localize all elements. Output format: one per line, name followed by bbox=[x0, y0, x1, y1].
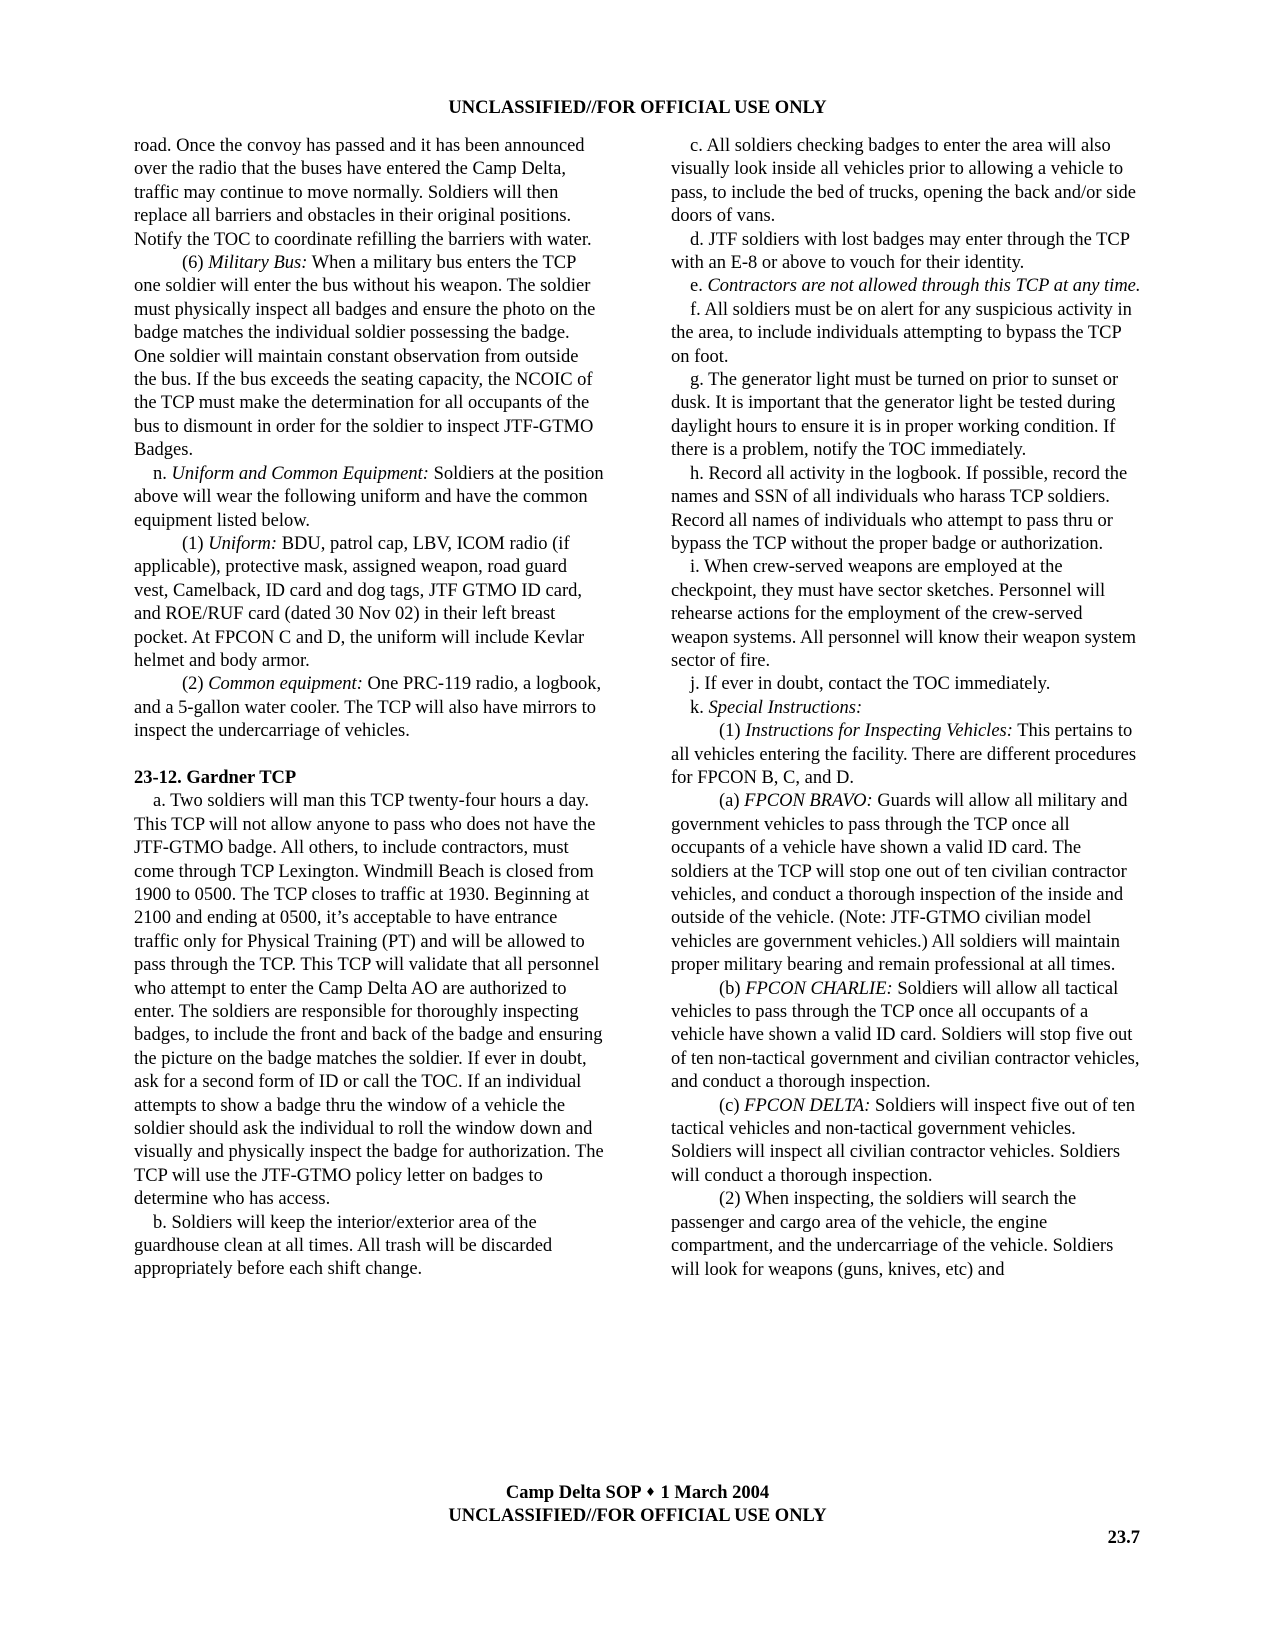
page-number: 23.7 bbox=[1107, 1528, 1140, 1548]
paragraph: j. If ever in doubt, contact the TOC immediately. bbox=[690, 674, 1051, 695]
paragraph: (6) Military Bus: When a military bus enters the TCP one soldier will enter the bus without his weapon. The soldier must physically inspect all badges and ensure the photo on the badge matches the individual soldier possessing the badge. One soldier will maintain constant observation from outside the bus. If the bus exceeds the seating capacity, the NCOIC of the TCP must make the determination for all occupants of the bus to dismount in order for the soldier to inspect JTF-GTMO Badges. bbox=[134, 253, 596, 461]
paragraph: n. Uniform and Common Equipment: Soldiers at the position above will wear the following uniform and have the common equipment listed below. bbox=[134, 463, 604, 531]
paragraph: b. Soldiers will keep the interior/exterior area of the guardhouse clean at all times. All trash will be discarded appropriately before each shift change. bbox=[134, 1212, 553, 1280]
paragraph: i. When crew-served weapons are employed at the checkpoint, they must have sector sketches. Personnel will rehearse actions for the employment of the crew-served weapon systems. All personnel will know their weapon system sector of fire. bbox=[671, 557, 1137, 671]
paragraph: (2) When inspecting, the soldiers will search the passenger and cargo area of the vehicle, the engine compartment, and the undercarriage of the vehicle. Soldiers will look for weapons (guns, knives, etc) and bbox=[671, 1189, 1114, 1280]
paragraph: h. Record all activity in the logbook. If possible, record the names and SSN of all individuals who harass TCP soldiers. Record all names of individuals who attempt to pass thru or bypass the TCP without the proper badge or authorization. bbox=[671, 463, 1128, 554]
footer-title: Camp Delta SOP ♦ 1 March 2004 bbox=[505, 1483, 770, 1503]
left-column bbox=[134, 135, 604, 1282]
paragraph: c. All soldiers checking badges to enter the area will also visually look inside all vehicles prior to allowing a vehicle to pass, to include the bed of trucks, opening the back and/or side doors of vans. bbox=[671, 136, 1136, 227]
header-classification: UNCLASSIFIED//FOR OFFICIAL USE ONLY bbox=[448, 98, 827, 118]
paragraph: (a) FPCON BRAVO: Guards will allow all military and government vehicles to pass through the TCP once all occupants of a vehicle have shown a valid ID card. The soldiers at the TCP will stop one out of ten civilian contractor vehicles, and conduct a thorough inspection of the inside and outside of the vehicle. (Note: JTF-GTMO civilian model vehicles are government vehicles.) All soldiers will maintain proper military bearing and remain professional at all times. bbox=[671, 791, 1128, 976]
paragraph: d. JTF soldiers with lost badges may enter through the TCP with an E-8 or above to vouch for their identity. bbox=[671, 229, 1130, 274]
paragraph: (1) Uniform: BDU, patrol cap, LBV, ICOM radio (if applicable), protective mask, assigned weapon, road guard vest, Camelback, ID card and dog tags, JTF GTMO ID card, and ROE/RUF card (dated 30 Nov 02) in their left breast pocket. At FPCON C and D, the uniform will include Kevlar helmet and body armor. bbox=[134, 533, 585, 671]
section-heading: 23-12. Gardner TCP bbox=[134, 767, 297, 788]
footer bbox=[0, 1481, 1275, 1527]
paragraph: a. Two soldiers will man this TCP twenty-four hours a day. This TCP will not allow anyone to pass who does not have the JTF-GTMO badge. All others, to include contractors, must come through TCP Lexington. Windmill Beach is closed from 1900 to 0500. The TCP closes to traffic at 1930. Beginning at 2100 and ending at 0500, it’s acceptable to have entrance traffic only for Physical Training (PT) and will be allowed to pass through the TCP. This TCP will validate that all personnel who attempt to enter the Camp Delta AO are authorized to enter. The soldiers are responsible for thoroughly inspecting badges, to include the front and back of the badge and ensuring the picture on the badge matches the soldier. If ever in doubt, ask for a second form of ID or call the TOC. If an individual attempts to show a badge thru the window of a vehicle the soldier should ask the individual to roll the window down and visually and physically inspect the badge for authorization. The TCP will use the JTF-GTMO policy letter on badges to determine who has access. bbox=[134, 791, 604, 1210]
paragraph: road. Once the convoy has passed and it has been announced over the radio that the buses have entered the Camp Delta, traffic may continue to move normally. Soldiers will then replace all barriers and obstacles in their original positions. Notify the TOC to coordinate refilling the barriers with water. bbox=[134, 136, 592, 250]
right-column bbox=[671, 135, 1141, 1282]
spacer bbox=[134, 744, 604, 767]
paragraph: e. Contractors are not allowed through this TCP at any time. bbox=[690, 276, 1141, 297]
paragraph: k. Special Instructions: bbox=[690, 697, 863, 718]
paragraph: (2) Common equipment: One PRC-119 radio, a logbook, and a 5-gallon water cooler. The TCP will also have mirrors to inspect the undercarriage of vehicles. bbox=[134, 674, 602, 742]
paragraph: f. All soldiers must be on alert for any suspicious activity in the area, to include individuals attempting to bypass the TCP on foot. bbox=[671, 299, 1132, 367]
paragraph: (b) FPCON CHARLIE: Soldiers will allow all tactical vehicles to pass through the TCP once all occupants of a vehicle have shown a valid ID card. Soldiers will stop five out of ten non-tactical government and civilian contractor vehicles, and conduct a thorough inspection. bbox=[671, 978, 1140, 1093]
diamond-icon: ♦ bbox=[645, 1485, 656, 1499]
footer-classification: UNCLASSIFIED//FOR OFFICIAL USE ONLY bbox=[448, 1505, 827, 1526]
paragraph: g. The generator light must be turned on prior to sunset or dusk. It is important that the generator light be tested during daylight hours to ensure it is in proper working condition. If there is a problem, notify the TOC immediately. bbox=[671, 370, 1119, 461]
paragraph: (1) Instructions for Inspecting Vehicles: This pertains to all vehicles entering the facility. There are different procedures for FPCON B, C, and D. bbox=[671, 721, 1137, 788]
paragraph: (c) FPCON DELTA: Soldiers will inspect five out of ten tactical vehicles and non-tactical government vehicles. Soldiers will inspect all civilian contractor vehicles. Soldiers will conduct a thorough inspection. bbox=[671, 1095, 1136, 1186]
